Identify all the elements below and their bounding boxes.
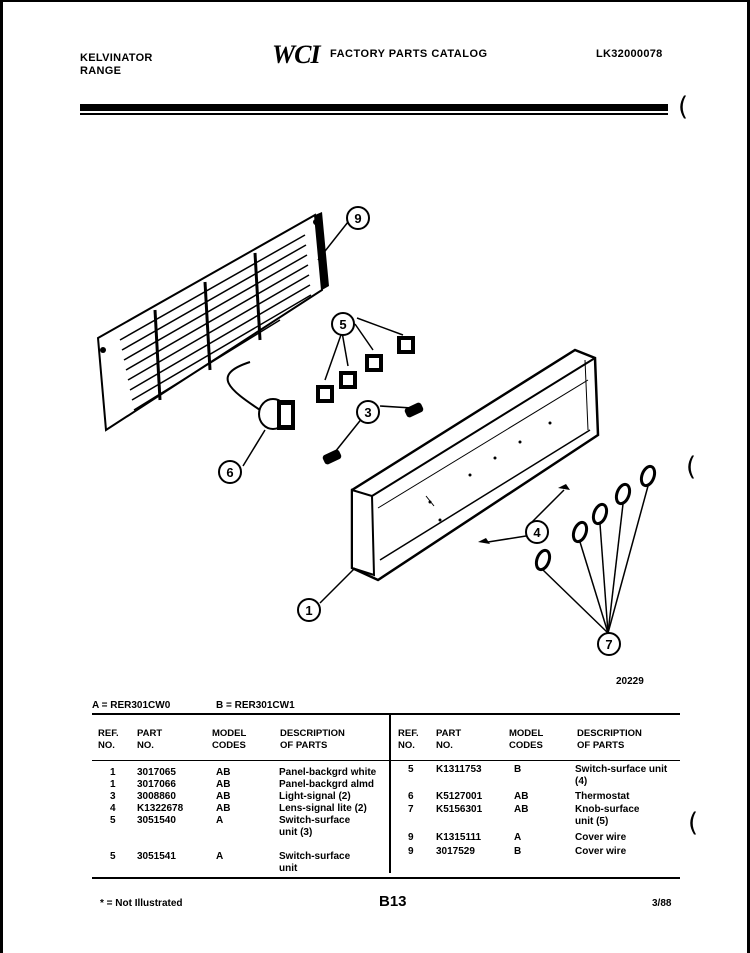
svg-text:1: 1	[305, 603, 313, 618]
header-model-codes: MODEL CODES	[212, 728, 247, 751]
cell-desc: Knob-surface unit (5)	[575, 804, 640, 827]
header-ref-no: REF. NO.	[398, 728, 419, 751]
callout-7	[598, 633, 620, 655]
cell-desc: Thermostat	[575, 791, 630, 802]
cell-ref: 7	[408, 804, 414, 815]
surface-switch-parts	[316, 336, 415, 403]
cell-model: A	[514, 832, 522, 843]
cell-part: 3017065	[137, 767, 176, 778]
wire-cover-part	[98, 212, 329, 430]
table-column-divider	[389, 715, 391, 873]
cell-part: 3017066	[137, 779, 176, 790]
cell-part: 3017529	[436, 846, 475, 857]
wci-logo: WCI	[272, 40, 320, 69]
cell-ref: 5	[408, 764, 414, 775]
figure-number: 20229	[616, 676, 644, 687]
header-part-no: PART NO.	[137, 728, 163, 751]
cell-model: A	[216, 815, 224, 826]
cell-model: AB	[216, 803, 231, 814]
cell-part: K5156301	[436, 804, 483, 815]
header-part-no: PART NO.	[436, 728, 462, 751]
binder-punch-mark: (	[678, 92, 689, 122]
cell-model: AB	[216, 779, 231, 790]
cell-ref: 9	[408, 846, 414, 857]
page-frame-left	[0, 0, 3, 953]
header-separator	[92, 760, 680, 761]
binder-punch-mark: (	[688, 808, 699, 838]
cell-model: AB	[216, 767, 231, 778]
callout-6	[219, 461, 241, 483]
cell-desc: Panel-backgrd white	[279, 767, 377, 778]
header-ref-no: REF. NO.	[98, 728, 119, 751]
brand-block	[80, 52, 153, 78]
callout-3	[357, 401, 379, 423]
cell-ref: 1	[110, 767, 116, 778]
cell-ref: 4	[110, 803, 116, 814]
cell-model: B	[514, 764, 522, 775]
cell-desc: Cover wire	[575, 832, 627, 843]
cell-part: 3008860	[137, 791, 176, 802]
cell-ref: 9	[408, 832, 414, 843]
cell-part: K1322678	[137, 803, 184, 814]
cell-desc: Panel-backgrd almd	[279, 779, 375, 790]
binder-punch-mark: (	[686, 452, 697, 482]
backguard-panel-part	[352, 350, 598, 580]
table-top-rule	[92, 713, 680, 715]
header-rule	[80, 104, 668, 111]
brand-name: KELVINATOR	[80, 52, 153, 64]
cell-ref: 3	[110, 791, 116, 802]
cell-model: A	[216, 851, 224, 862]
header-description: DESCRIPTION OF PARTS	[280, 728, 345, 751]
catalog-title: FACTORY PARTS CATALOG	[330, 48, 488, 60]
cell-model: AB	[216, 791, 231, 802]
cell-desc: Switch-surface unit (4)	[575, 764, 668, 787]
callout-1	[298, 599, 320, 621]
cell-ref: 5	[110, 815, 116, 826]
cell-ref: 1	[110, 779, 116, 790]
callout-4	[526, 521, 548, 543]
cell-model: AB	[514, 791, 529, 802]
model-b-legend: B = RER301CW1	[216, 700, 295, 711]
cell-ref: 6	[408, 791, 414, 802]
cell-ref: 5	[110, 851, 116, 862]
cell-part: 3051541	[137, 851, 176, 862]
table-bottom-rule	[92, 877, 680, 879]
page-frame-top	[0, 0, 750, 2]
cell-model: B	[514, 846, 522, 857]
revision-date: 3/88	[652, 898, 672, 909]
header-model-codes: MODEL CODES	[509, 728, 544, 751]
svg-text:3: 3	[364, 405, 372, 420]
cell-model: AB	[514, 804, 529, 815]
svg-text:7: 7	[605, 637, 613, 652]
cell-part: K1315111	[436, 832, 482, 843]
svg-text:9: 9	[354, 211, 362, 226]
callout-9	[347, 207, 369, 229]
cell-part: K1311753	[436, 764, 482, 775]
not-illustrated-note: * = Not Illustrated	[100, 898, 183, 909]
model-a-legend: A = RER301CW0	[92, 700, 171, 711]
cell-desc: Switch-surface unit	[279, 851, 351, 874]
exploded-parts-diagram	[80, 190, 680, 670]
cell-desc: Light-signal (2)	[279, 791, 351, 802]
header-rule-thin	[80, 113, 668, 115]
callout-5	[332, 313, 354, 335]
svg-text:6: 6	[226, 465, 234, 480]
page-number: B13	[379, 893, 407, 910]
cell-part: K5127001	[436, 791, 483, 802]
cell-desc: Lens-signal lite (2)	[279, 803, 367, 814]
cell-part: 3051540	[137, 815, 176, 826]
svg-text:5: 5	[339, 317, 347, 332]
svg-text:4: 4	[533, 525, 541, 540]
thermostat-part	[228, 362, 295, 430]
product-name: RANGE	[80, 65, 122, 77]
document-number: LK32000078	[596, 48, 663, 60]
header-description: DESCRIPTION OF PARTS	[577, 728, 642, 751]
cell-desc: Cover wire	[575, 846, 627, 857]
cell-desc: Switch-surface unit (3)	[279, 815, 351, 838]
